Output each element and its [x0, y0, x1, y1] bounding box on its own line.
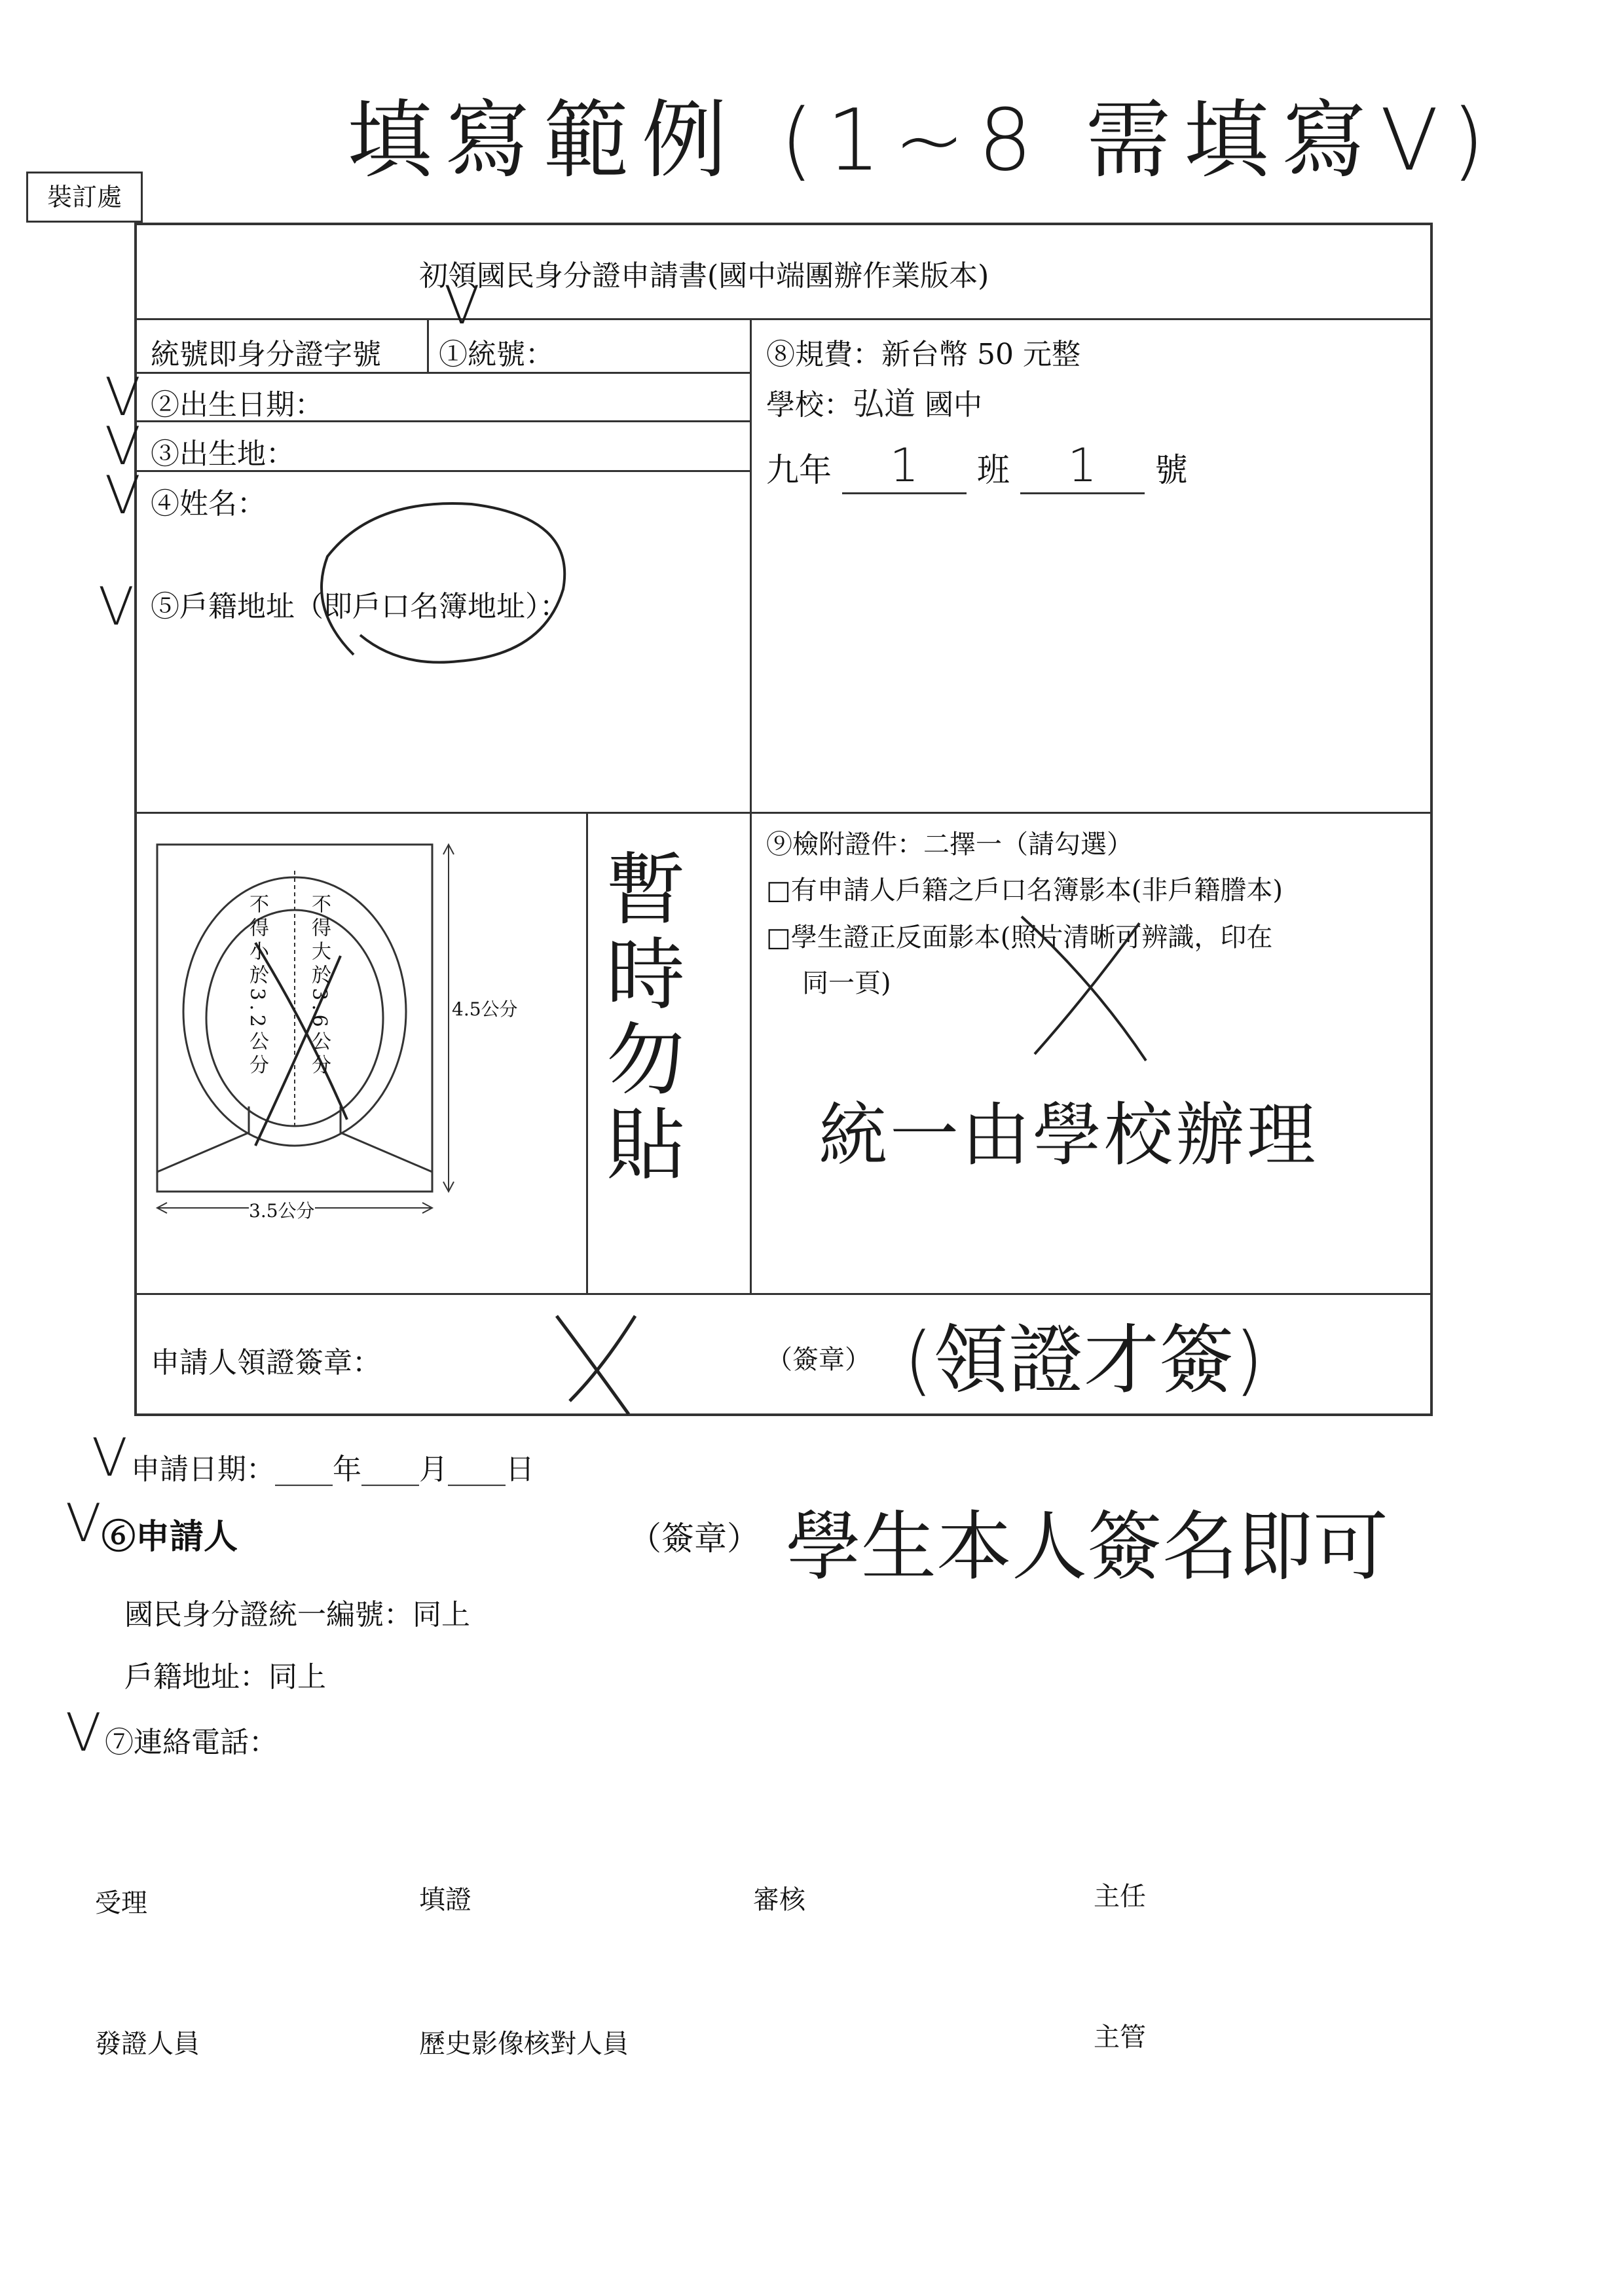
attachment-option-1[interactable]: □有申請人戶籍之戶口名簿影本(非戶籍謄本) [766, 875, 1283, 905]
form-title: 初領國民身分證申請書(國中端團辦作業版本) [419, 259, 989, 293]
attachment-cross-mark [995, 903, 1192, 1067]
class-number-handwritten: 1 [889, 439, 919, 492]
office-row1-col2: 填證 [419, 1885, 471, 1915]
applicant-seal-label: （簽章） [629, 1520, 760, 1558]
seat-number-handwritten: 1 [1067, 439, 1097, 492]
check-mark: V [444, 275, 480, 336]
office-row1-col1: 受理 [95, 1888, 147, 1918]
applicant-label: ⑥申請人 [101, 1517, 238, 1557]
binding-label-box [26, 172, 143, 223]
class-suffix: 號 [1154, 451, 1188, 489]
signature-label: 申請人領證簽章： [151, 1346, 381, 1379]
id-label: 統號即身分證字號 [151, 338, 381, 371]
applicant-note-handwritten: 學生本人簽名即可 [786, 1503, 1389, 1591]
form-line [134, 812, 1430, 814]
school-handles-handwritten: 統一由學校辦理 [819, 1095, 1319, 1175]
seal-label: （簽章） [766, 1345, 871, 1375]
class-prefix: 九年 [766, 451, 832, 489]
check-mark: V [98, 576, 134, 637]
photo-diagram [151, 831, 544, 1231]
name-label: ④姓名： [151, 487, 266, 520]
form-line [427, 318, 429, 372]
id-number-label: ①統號： [439, 338, 554, 371]
no-paste-handwritten: 暫時勿貼 [593, 848, 684, 1188]
sign-when-collect-handwritten: (領證才簽) [904, 1317, 1264, 1404]
photo-left-vertical-text: 不得小於3.2公分 [246, 894, 268, 1078]
school-row [766, 378, 982, 424]
address-same-label: 戶籍地址：同上 [124, 1660, 326, 1694]
form-line [134, 318, 1430, 320]
birth-date-label: ②出生日期： [151, 388, 323, 422]
apply-date-label: 申請日期：____年____月____日 [131, 1453, 534, 1486]
school-suffix: 國中 [925, 388, 983, 422]
class-mid: 班 [976, 451, 1010, 489]
fee-label: ⑧規費：新台幣 50 元整 [766, 338, 1080, 371]
id-same-label: 國民身分證統一編號：同上 [124, 1598, 470, 1631]
check-mark: V [105, 465, 141, 526]
handwritten-title: 填寫範例 (1~8 需填寫V) [347, 90, 1498, 190]
check-mark: V [105, 367, 141, 428]
check-mark: V [65, 1702, 101, 1763]
office-row2-col3: 主管 [1094, 2022, 1146, 2052]
check-mark: V [92, 1427, 128, 1488]
address-label: ⑤戶籍地址（即戶口名簿地址）： [151, 590, 568, 623]
office-row1-col3: 審核 [753, 1885, 805, 1915]
attachments-title: ⑨檢附證件：二擇一（請勾選） [766, 829, 1133, 860]
school-name-handwritten: 弘道 [853, 386, 916, 422]
check-mark: V [105, 416, 141, 477]
form-line [134, 1293, 1430, 1295]
office-row2-col2: 歷史影像核對人員 [419, 2029, 629, 2059]
school-label: 學校： [766, 388, 853, 422]
office-row1-col4: 主任 [1094, 1882, 1146, 1912]
name-circle-annotation [301, 491, 589, 681]
signature-cross-mark [544, 1303, 655, 1421]
photo-height-label: 4.5公分 [452, 995, 518, 1021]
phone-label: ⑦連絡電話： [105, 1726, 278, 1759]
binding-label: 裝訂處 [46, 183, 122, 211]
birth-place-label: ③出生地： [151, 437, 295, 471]
form-line [586, 812, 588, 1294]
class-row [766, 439, 1188, 494]
attachment-option-2[interactable]: □學生證正反面影本(照片清晰可辨識，印在 [766, 922, 1273, 953]
photo-right-vertical-text: 不得大於3.6公分 [308, 894, 331, 1078]
form-line [750, 318, 752, 1294]
attachment-option-2-cont: 同一頁) [802, 968, 891, 998]
photo-width-label: 3.5公分 [249, 1197, 315, 1223]
check-mark: V [65, 1493, 101, 1554]
office-row2-col1: 發證人員 [95, 2029, 200, 2059]
